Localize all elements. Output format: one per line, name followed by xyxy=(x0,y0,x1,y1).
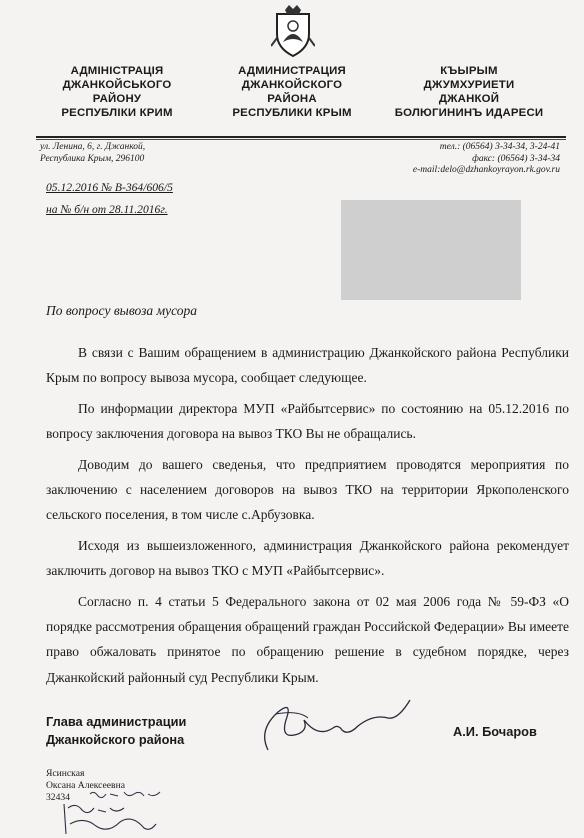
header-right-line: БОЛЮГИНИНЪ ИДАРЕСИ xyxy=(394,107,544,119)
header-right-line: ДЖАНКОЙ xyxy=(438,93,500,105)
phone-line: тел.: (06564) 3-34-34, 3-24-41 xyxy=(439,142,560,152)
address-line: ул. Ленина, 6, г. Джанкой, xyxy=(40,142,146,152)
body-paragraph: Доводим до вашего сведенья, что предприятием проводятся мероприятия по заключению с населением договоров на вывоз ТКО на территории Яркополенского сельского поселения, в том числе с.Арбузовка. xyxy=(46,456,569,523)
signatory-title xyxy=(46,713,186,749)
fax-line: факс: (06564) 3-34-34 xyxy=(472,153,560,164)
redacted-addressee xyxy=(341,200,521,300)
header-center-line: РАЙОНА xyxy=(267,93,317,105)
incoming-reference: на № б/н от 28.11.2016г. xyxy=(46,203,168,216)
header-left-line: РЕСПУБЛІКИ КРИМ xyxy=(61,107,173,119)
header-crimean-tatar xyxy=(394,64,544,120)
signatory-title-line: Глава администрации xyxy=(46,714,187,729)
header-center-line: ДЖАНКОЙСКОГО xyxy=(241,79,343,91)
body-paragraph: Согласно п. 4 статьи 5 Федерального закона от 02 мая 2006 года № 59-ФЗ «О порядке рассмотрения обращения обращений граждан Российской Федерации» Вы имеете право обжаловать принятое по обращению решение в судебном порядке, через Джанкойский районный суд Республики Крым. xyxy=(46,593,569,685)
header-russian xyxy=(222,64,362,120)
body-paragraph: Исходя из вышеизложенного, администрация Джанкойского района рекомендует заключить договор на вывоз ТКО с МУП «Райбытсервис». xyxy=(46,537,569,579)
handwritten-notes xyxy=(44,788,174,838)
letter-body xyxy=(46,340,569,695)
outgoing-reference: 05.12.2016 № В-364/606/5 xyxy=(46,181,173,194)
postal-address xyxy=(40,142,145,165)
executor-phone: 32434 xyxy=(46,792,70,803)
contact-info xyxy=(413,142,560,177)
header-right-line: ДЖУМХУРИЕТИ xyxy=(423,79,515,91)
signatory-title-line: Джанкойского района xyxy=(46,732,185,747)
header-divider-thin xyxy=(36,139,566,140)
header-divider xyxy=(36,136,566,138)
executor-name: Оксана Алексеевна xyxy=(46,780,125,791)
address-line: Республика Крым, 296100 xyxy=(40,153,145,164)
executor-surname: Ясинская xyxy=(46,768,85,779)
coat-of-arms-icon xyxy=(271,4,315,58)
header-right-line: КЪЫРЫМ xyxy=(440,65,498,77)
signatory-name: А.И. Бочаров xyxy=(453,724,537,739)
handwritten-signature xyxy=(238,690,413,755)
email-line: e-mail:delo@dzhankoyrayon.rk.gov.ru xyxy=(412,165,560,175)
header-center-line: РЕСПУБЛИКИ КРЫМ xyxy=(232,107,352,119)
body-paragraph: В связи с Вашим обращением в администрацию Джанкойского района Республики Крым по вопросу вывоза мусора, сообщает следующее. xyxy=(46,345,569,386)
header-left-line: АДМІНІСТРАЦІЯ xyxy=(70,65,164,77)
header-center-line: АДМИНИСТРАЦИЯ xyxy=(238,65,346,77)
body-paragraph: По информации директора МУП «Райбытсервис» по состоянию на 05.12.2016 по вопросу заключения договора на вывоз ТКО Вы не обращались. xyxy=(46,400,569,442)
header-ukrainian xyxy=(52,64,182,120)
header-left-line: ДЖАНКОЙСЬКОГО xyxy=(62,79,172,91)
letter-subject: По вопросу вывоза мусора xyxy=(46,303,197,318)
header-left-line: РАЙОНУ xyxy=(92,93,142,105)
